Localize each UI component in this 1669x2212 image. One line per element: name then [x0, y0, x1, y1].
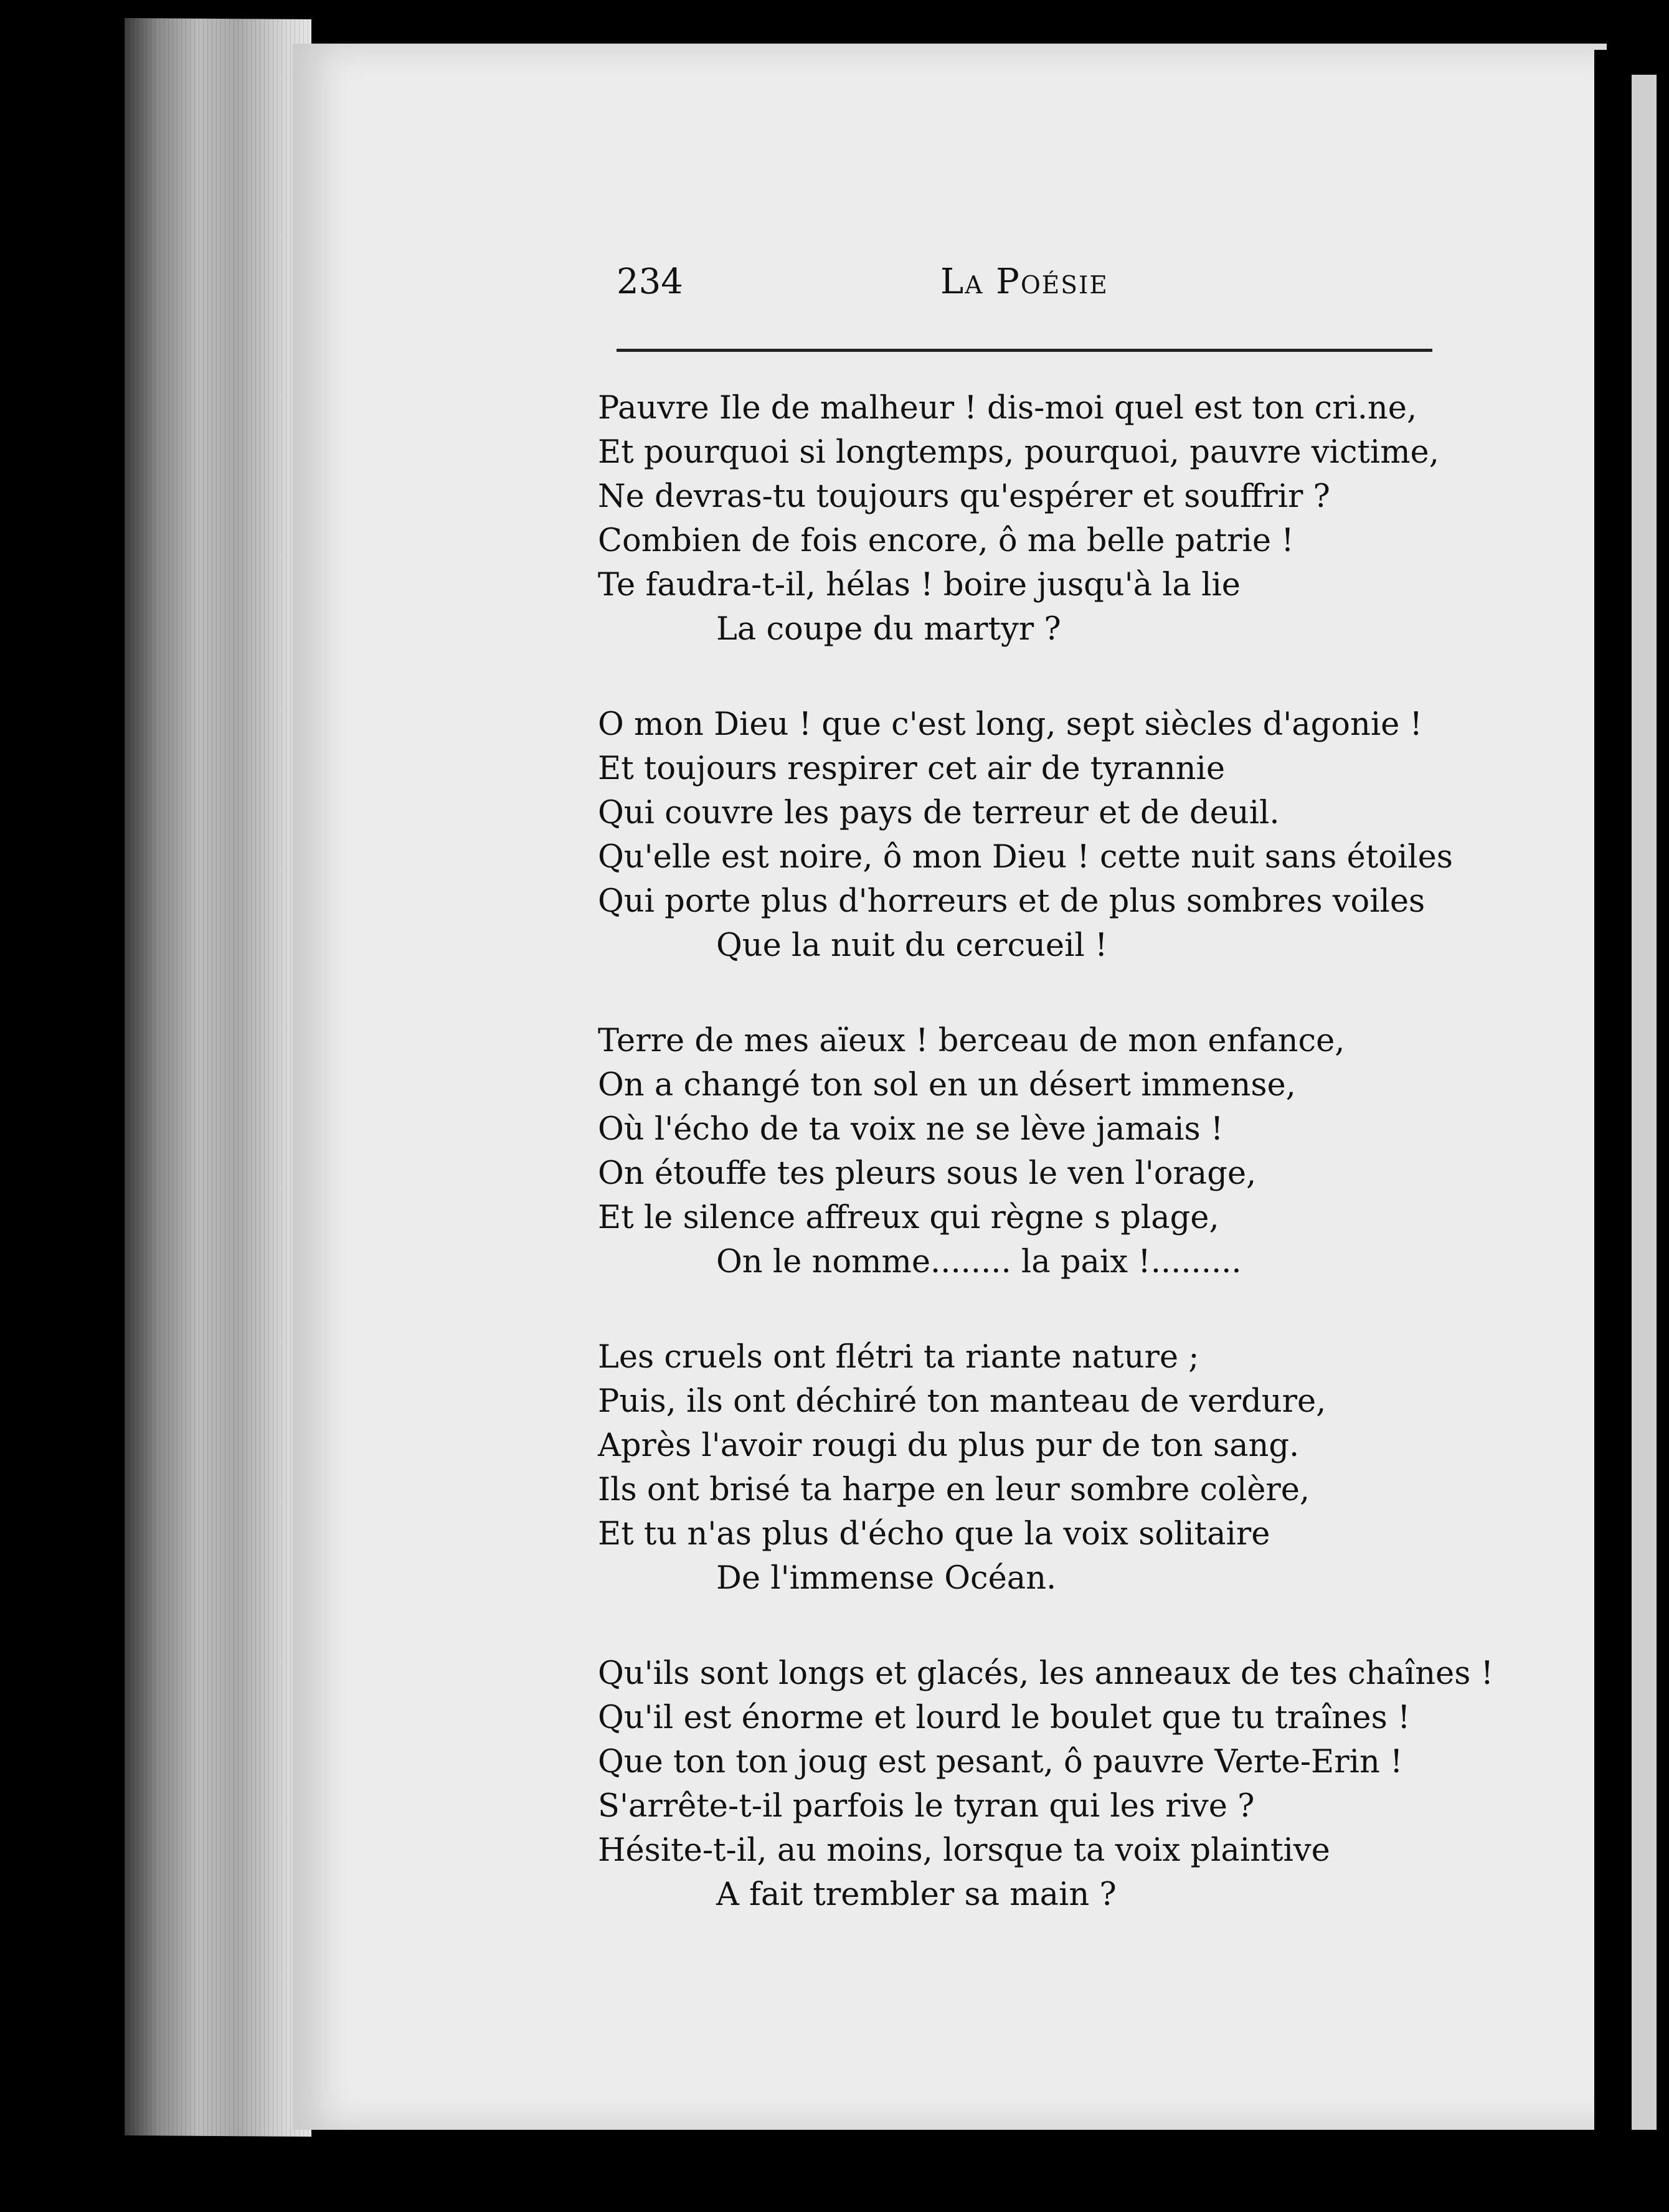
stanza-1 — [598, 386, 1470, 651]
verse-line: Terre de mes aïeux ! berceau de mon enfance, — [598, 1023, 1345, 1059]
verse-line-refrain: De l'immense Océan. — [716, 1560, 1057, 1597]
verse-line: Pauvre Ile de malheur ! dis-moi quel est ton cri.ne, — [598, 390, 1417, 427]
stanza-4 — [598, 1335, 1470, 1600]
verse-line: Puis, ils ont déchiré ton manteau de verdure, — [598, 1383, 1326, 1420]
poem-body — [598, 386, 1494, 1968]
verse-line: Hésite-t-il, au moins, lorsque ta voix plaintive — [598, 1832, 1330, 1869]
verse-line: Où l'écho de ta voix ne se lève jamais ! — [598, 1111, 1224, 1148]
book-page-edges — [125, 18, 311, 2137]
verse-line: Les cruels ont flétri ta riante nature ; — [598, 1339, 1199, 1376]
verse-line: Après l'avoir rougi du plus pur de ton sang. — [598, 1427, 1300, 1464]
verse-line: Qu'il est énorme et lourd le boulet que tu traînes ! — [598, 1699, 1411, 1736]
verse-line: S'arrête-t-il parfois le tyran qui les rive ? — [598, 1788, 1255, 1825]
verse-line: Qui couvre les pays de terreur et de deuil. — [598, 795, 1280, 831]
stanza-5 — [598, 1652, 1494, 1917]
verse-line: On étouffe tes pleurs sous le ven l'orage, — [598, 1155, 1257, 1192]
verse-line: Qu'elle est noire, ô mon Dieu ! cette nuit sans étoiles — [598, 839, 1453, 876]
verse-line-refrain: La coupe du martyr ? — [716, 611, 1061, 648]
stanza-3 — [598, 1019, 1470, 1284]
verse-line: Ne devras-tu toujours qu'espérer et souffrir ? — [598, 478, 1330, 515]
book-gutter — [1594, 50, 1632, 2136]
verse-line: Te faudra-t-il, hélas ! boire jusqu'à la lie — [598, 567, 1241, 603]
page-header — [617, 262, 1432, 311]
verse-line: Et le silence affreux qui règne s plage, — [598, 1199, 1219, 1236]
verse-line: Et toujours respirer cet air de tyrannie — [598, 750, 1226, 787]
facing-page-edge — [1632, 75, 1657, 2130]
verse-line: Combien de fois encore, ô ma belle patrie ! — [598, 522, 1294, 559]
stanza-2 — [598, 702, 1470, 968]
verse-line: Et pourquoi si longtemps, pourquoi, pauvre victime, — [598, 434, 1439, 471]
verse-line: O mon Dieu ! que c'est long, sept siècles d'agonie ! — [598, 706, 1423, 743]
verse-line: Qu'ils sont longs et glacés, les anneaux de tes chaînes ! — [598, 1655, 1494, 1692]
running-head: La Poésie — [940, 262, 1109, 302]
verse-line: Qui porte plus d'horreurs et de plus sombres voiles — [598, 883, 1426, 920]
verse-line-refrain: On le nomme........ la paix !......... — [716, 1244, 1242, 1280]
verse-line: Que ton ton joug est pesant, ô pauvre Verte-Erin ! — [598, 1744, 1403, 1780]
verse-line: Et tu n'as plus d'écho que la voix solitaire — [598, 1516, 1270, 1553]
verse-line: On a changé ton sol en un désert immense, — [598, 1067, 1296, 1104]
page-number: 234 — [617, 262, 683, 302]
verse-line-refrain: A fait trembler sa main ? — [716, 1876, 1117, 1913]
header-rule — [617, 349, 1432, 352]
verse-line: Ils ont brisé ta harpe en leur sombre colère, — [598, 1472, 1310, 1508]
verse-line-refrain: Que la nuit du cercueil ! — [716, 927, 1108, 964]
